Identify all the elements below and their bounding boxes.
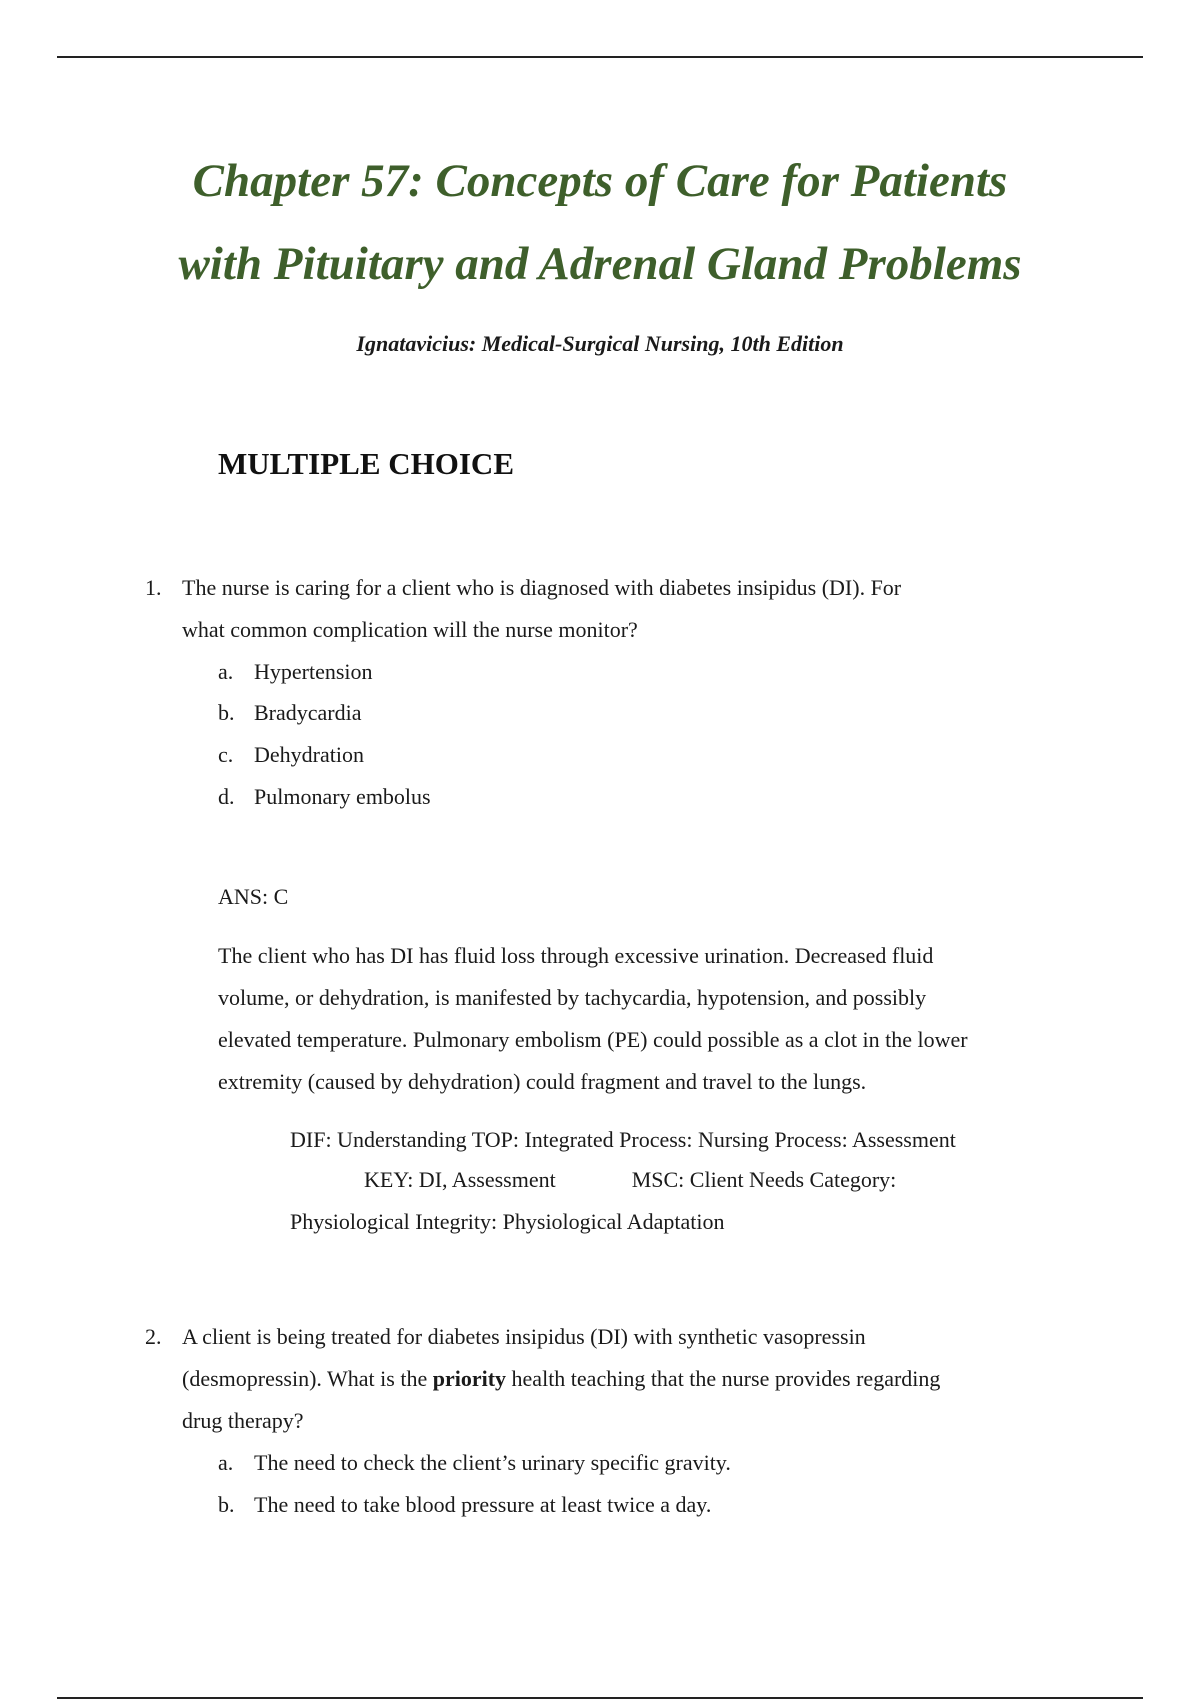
question-1-text: [182, 567, 1045, 651]
chapter-title: [0, 140, 1200, 306]
rationale-line-3: elevated temperature. Pulmonary embolism (PE) could possible as a clot in the lower: [218, 1027, 968, 1052]
question-1-meta-difficulty-topic: DIF: Understanding TOP: Integrated Process: Nursing Process: Assessment: [290, 1127, 956, 1152]
question-2-option-a: [218, 1442, 1068, 1484]
question-1-stem: [145, 567, 1045, 651]
question-2-text-line-2-end: health teaching that the nurse provides regarding: [506, 1366, 941, 1391]
rationale-line-1: The client who has DI has fluid loss through excessive urination. Decreased fluid: [218, 943, 934, 968]
option-letter: a.: [218, 1450, 234, 1475]
question-1-option-a: [218, 651, 1068, 693]
bottom-rule: [57, 1697, 1143, 1699]
question-2-text-line-3: drug therapy?: [182, 1408, 304, 1433]
question-1-answer: ANS: C: [218, 884, 289, 909]
question-1-option-b: [218, 692, 1068, 734]
question-2-number: 2.: [145, 1324, 162, 1349]
question-1-option-c: [218, 734, 1068, 776]
option-text: Dehydration: [254, 742, 364, 767]
question-1-rationale: [218, 935, 1078, 1103]
option-text: The need to check the client’s urinary specific gravity.: [254, 1450, 731, 1475]
option-letter: b.: [218, 1492, 235, 1517]
rationale-line-2: volume, or dehydration, is manifested by tachycardia, hypotension, and possibly: [218, 985, 927, 1010]
meta-msc: MSC: Client Needs Category:: [631, 1167, 897, 1192]
option-text: The need to take blood pressure at least twice a day.: [254, 1492, 712, 1517]
question-1-text-line-1: The nurse is caring for a client who is diagnosed with diabetes insipidus (DI). For: [182, 575, 902, 600]
option-letter: d.: [218, 784, 235, 809]
book-subtitle: Ignatavicius: Medical-Surgical Nursing, 10th Edition: [356, 331, 844, 356]
question-2-text-line-1: A client is being treated for diabetes insipidus (DI) with synthetic vasopressin: [182, 1324, 866, 1349]
option-text: Pulmonary embolus: [254, 784, 431, 809]
option-letter: a.: [218, 659, 234, 684]
question-2-emphasis: priority: [432, 1366, 507, 1391]
section-heading: MULTIPLE CHOICE: [218, 446, 514, 481]
question-2-text: [182, 1316, 1045, 1442]
question-2-option-b: [218, 1484, 1068, 1526]
question-1-text-line-2: what common complication will the nurse monitor?: [182, 617, 638, 642]
question-2-text-line-2-start: (desmopressin). What is the: [182, 1366, 433, 1391]
option-text: Bradycardia: [254, 700, 362, 725]
top-rule: [57, 56, 1143, 58]
meta-key: KEY: DI, Assessment: [364, 1167, 556, 1192]
question-1-number: 1.: [145, 575, 162, 600]
chapter-title-line-1: Chapter 57: Concepts of Care for Patients: [192, 155, 1008, 207]
option-letter: c.: [218, 742, 234, 767]
question-2-stem: [145, 1316, 1045, 1442]
rationale-line-4: extremity (caused by dehydration) could fragment and travel to the lungs.: [218, 1069, 867, 1094]
option-letter: b.: [218, 700, 235, 725]
chapter-title-line-2: with Pituitary and Adrenal Gland Problems: [178, 238, 1022, 290]
question-1-meta-key-msc: [364, 1159, 896, 1201]
question-1-option-d: [218, 776, 1068, 818]
question-1-meta-client-needs: Physiological Integrity: Physiological Adaptation: [290, 1209, 725, 1234]
option-text: Hypertension: [254, 659, 373, 684]
